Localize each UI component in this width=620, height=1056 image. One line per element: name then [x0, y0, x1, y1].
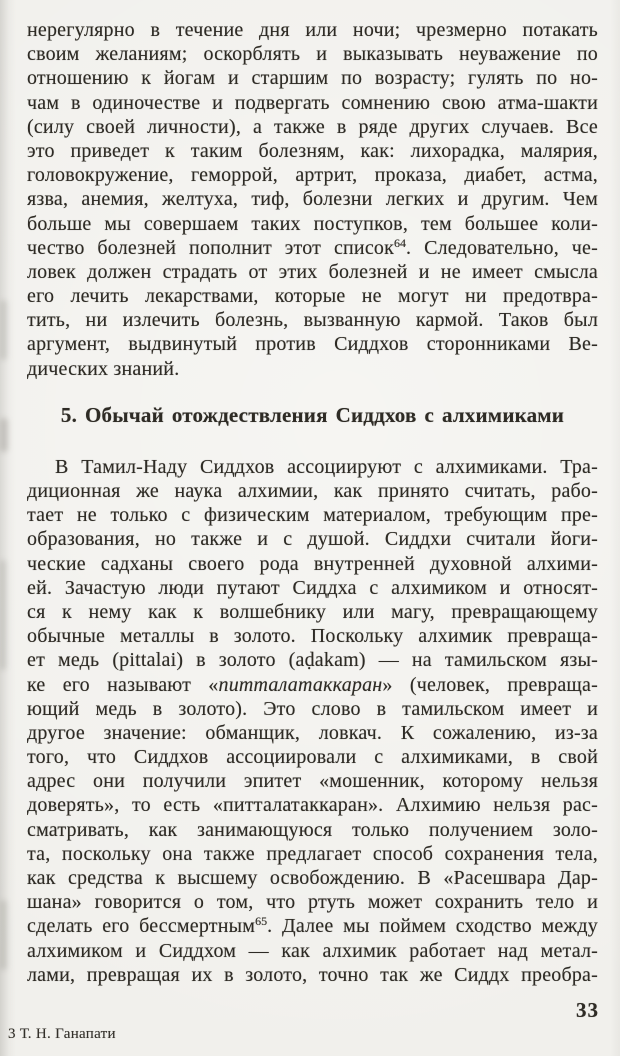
text-line: В Тамил-Наду Сиддхов ассоциируют с алхимиками. Тра-	[55, 455, 598, 478]
text-line: диционная же наука алхимии, как принято считать, рабо-	[27, 480, 598, 502]
scan-artifact	[0, 900, 7, 970]
text-line: чество болезней пополнит этот список$^{64}$. Следовательно, че-	[27, 235, 598, 259]
text-line: адрес они получили эпитет «мошенник, которому нельзя	[27, 770, 598, 793]
paragraph	[27, 455, 598, 987]
text-line: как средства к высшему освобождению. В «Расешвара Дар-	[27, 867, 598, 889]
scan-artifact	[0, 560, 6, 670]
text-line: аргумент, выдвинутый против Сиддхов сторонниками Ве-	[27, 333, 598, 356]
text-line: ет медь (pittalai) в золото (aḍakam) — на тамильском язы-	[27, 649, 598, 672]
printers-signature: 3 Т. Н. Ганапати	[8, 1026, 116, 1042]
text-line: сматривать, как занимающуюся только получением золо-	[27, 818, 598, 841]
text-line: другое значение: обманщик, ловкач. К сожалению, из-за	[27, 721, 598, 744]
text-line: тить, ни излечить болезнь, вызванную кармой. Таков был	[27, 309, 598, 332]
text-line: ся к нему как к волшебнику или магу, превращающему	[27, 600, 598, 623]
text-line: образования, но также и с душой. Сиддхи считали йоги-	[27, 528, 598, 551]
section-heading: 5. Обычай отождествления Сиддхов с алхимиками	[60, 402, 565, 427]
text-line: это приведет к таким болезням, как: лихорадка, малярия,	[27, 139, 598, 162]
scan-artifact	[0, 300, 7, 360]
scan-artifact	[0, 418, 8, 452]
text-line: ческие садханы своего рода внутренней духовной алхими-	[27, 552, 598, 575]
text-line: шана» говорится о том, что ртуть может сохранить тело и	[27, 891, 598, 914]
text-line: обычные металлы в золото. Поскольку алхимик превраща-	[27, 625, 598, 648]
text-line: чам в одиночестве и подвергать сомнению свою атма-шакти	[27, 91, 598, 114]
text-line: отношению к йогам и старшим по возрасту; гулять по но-	[27, 67, 598, 90]
text-line: головокружение, геморрой, артрит, проказа, диабет, астма,	[27, 164, 598, 187]
text-line: его лечить лекарствами, которые не могут ни предотвра-	[27, 285, 598, 308]
page-content	[27, 18, 598, 987]
text-line: тает не только с физическим материалом, требующим пре-	[27, 504, 598, 527]
text-line: ловек должен страдать от этих болезней и не имеет смысла	[27, 260, 598, 283]
text-line: алхимиком и Сиддхом — как алхимик работает над метал-	[27, 939, 598, 962]
text-line: ющий медь в золото). Это слово в тамильском имеет и	[27, 697, 598, 720]
text-line: того, что Сиддхов ассоциировали с алхимиками, в свой	[27, 746, 598, 769]
text-line: доверять», то есть «питталатаккаран». Алхимию нельзя рас-	[27, 794, 598, 817]
text-line: дических знаний.	[27, 357, 180, 380]
text-line: своим желаниям; оскорблять и выказывать неуважение по	[27, 43, 598, 66]
text-line: лами, превращая их в золото, точно так же Сиддх преобра-	[27, 963, 598, 986]
text-line: ей. Зачастую люди путают Сиддха с алхимиком и относят-	[27, 576, 598, 599]
paragraph	[27, 18, 598, 381]
text-line: та, поскольку она также предлагает способ сохранения тела,	[27, 842, 598, 865]
text-line: язва, анемия, желтуха, тиф, болезни легких и другим. Чем	[27, 188, 598, 211]
text-line: нерегулярно в течение дня или ночи; чрезмерно потакать	[27, 19, 598, 41]
text-line: сделать его бессмертным$^{65}$. Далее мы поймем сходство между	[27, 914, 598, 938]
page-number: 33	[576, 998, 599, 1022]
text-line: (силу своей личности), а также в ряде других случаев. Все	[27, 115, 598, 138]
text-line: ке его называют «питталатаккаран» (человек, превраща-	[27, 673, 598, 696]
text-line: больше мы совершаем таких поступков, тем большее коли-	[27, 212, 598, 235]
